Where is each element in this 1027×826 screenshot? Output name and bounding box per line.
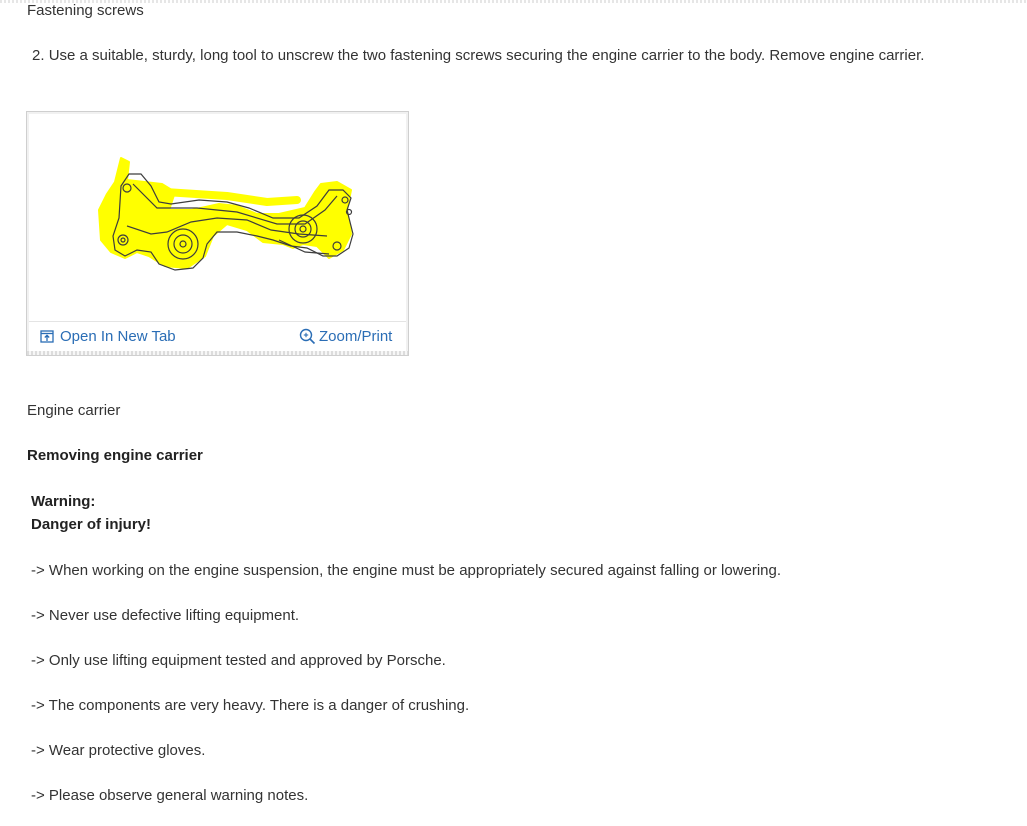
warning-note: -> When working on the engine suspension, the engine must be appropriately secured against falling or lowering. (31, 562, 782, 579)
step-number: 2. (32, 47, 45, 64)
figure-bottom-border (27, 351, 408, 355)
open-new-tab-icon (40, 330, 54, 343)
zoom-print-label[interactable]: Zoom/Print (319, 328, 393, 345)
warning-note: -> Please observe general warning notes. (31, 787, 309, 804)
warning-note: -> The components are very heavy. There is a danger of crushing. (31, 697, 470, 714)
warning-note: -> Wear protective gloves. (31, 742, 206, 759)
section-label: Fastening screws (27, 2, 144, 19)
figure-caption: Engine carrier (27, 402, 121, 419)
top-divider (0, 0, 1027, 3)
warning-title: Warning: (31, 493, 96, 510)
open-in-new-tab-link[interactable] (40, 328, 176, 345)
warning-note: -> Only use lifting equipment tested and approved by Porsche. (31, 652, 446, 669)
section-heading: Removing engine carrier (27, 447, 203, 464)
warning-subtitle: Danger of injury! (31, 516, 152, 533)
step-text: Use a suitable, sturdy, long tool to unscrew the two fastening screws securing the engine carrier to the body. Remove engine carrier. (48, 47, 925, 64)
step-instruction (32, 46, 924, 66)
zoom-print-link[interactable] (299, 328, 392, 345)
warning-note: -> Never use defective lifting equipment. (31, 607, 300, 624)
figure-card (26, 111, 409, 356)
magnifier-zoom-icon (299, 328, 316, 345)
figure-separator (29, 321, 406, 322)
engine-carrier-illustration[interactable] (67, 152, 367, 272)
open-in-new-tab-label[interactable]: Open In New Tab (60, 328, 176, 345)
